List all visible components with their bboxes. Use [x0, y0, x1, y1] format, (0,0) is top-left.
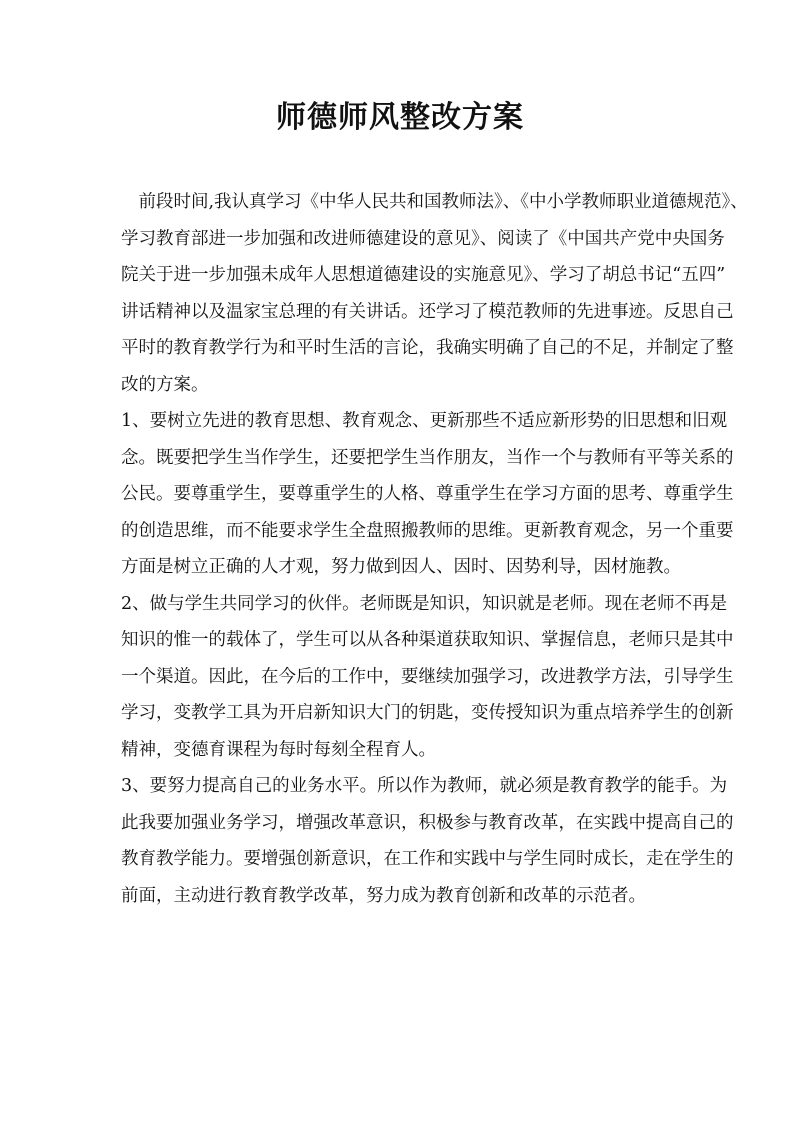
- paragraph-line: 平时的教育教学行为和平时生活的言论，我确实明确了自己的不足，并制定了整: [121, 338, 734, 358]
- paragraph-line: 精神，变德育课程为每时每刻全程育人。: [121, 739, 436, 760]
- paragraph-line: 学习，变教学工具为开启新知识大门的钥匙，变传授知识为重点培养学生的创新: [121, 703, 734, 723]
- paragraph-line: 前面，主动进行教育教学改革，努力成为教育创新和改革的示范者。: [121, 885, 646, 906]
- paragraph-line: 念。既要把学生当作学生，还要把学生当作朋友，当作一个与教师有平等关系的: [121, 447, 734, 468]
- paragraph-line: 的创造思维，而不能要求学生全盘照搬教师的思维。更新教育观念，另一个重要: [121, 520, 734, 541]
- paragraph-line: 方面是树立正确的人才观，努力做到因人、因时、因势利导，因材施教。: [121, 557, 681, 577]
- paragraph-intro: [121, 184, 748, 403]
- paragraph-line: 前段时间,我认真学习《中华人民共和国教师法》、《中小学教师职业道德规范》、: [121, 192, 748, 212]
- document-body: [121, 184, 748, 914]
- paragraph-line: 此我要加强业务学习，增强改革意识，积极参与教育改革，在实践中提高自己的: [121, 812, 734, 833]
- paragraph-line: 改的方案。: [121, 374, 209, 395]
- paragraph-item-2: [121, 586, 734, 769]
- document-title: 师德师风整改方案: [276, 100, 524, 135]
- paragraph-line: 讲话精神以及温家宝总理的有关讲话。还学习了模范教师的先进事迹。反思自己: [121, 301, 734, 322]
- paragraph-item-1: [121, 403, 734, 586]
- paragraph-line: 学习教育部进一步加强和改进师德建设的意见》、阅读了《中国共产党中央国务: [121, 228, 725, 249]
- paragraph-line: 知识的惟一的载体了，学生可以从各种渠道获取知识、掌握信息，老师只是其中: [121, 630, 734, 650]
- paragraph-line: 1、要树立先进的教育思想、教育观念、更新那些不适应新形势的旧思想和旧观: [121, 411, 728, 431]
- paragraph-line: 教育教学能力。要增强创新意识，在工作和实践中与学生同时成长，走在学生的: [121, 849, 734, 869]
- paragraph-line: 3、要努力提高自己的业务水平。所以作为教师，就必须是教育教学的能手。为: [121, 776, 728, 796]
- paragraph-line: 公民。要尊重学生，要尊重学生的人格、尊重学生在学习方面的思考、尊重学生: [121, 484, 734, 504]
- paragraph-line: 2、做与学生共同学习的伙伴。老师既是知识，知识就是老师。现在老师不再是: [121, 593, 728, 614]
- paragraph-item-3: [121, 768, 734, 914]
- paragraph-line: 院关于进一步加强未成年人思想道德建设的实施意见》、学习了胡总书记“五四”: [121, 265, 726, 285]
- paragraph-line: 一个渠道。因此，在今后的工作中，要继续加强学习，改进教学方法，引导学生: [121, 666, 734, 687]
